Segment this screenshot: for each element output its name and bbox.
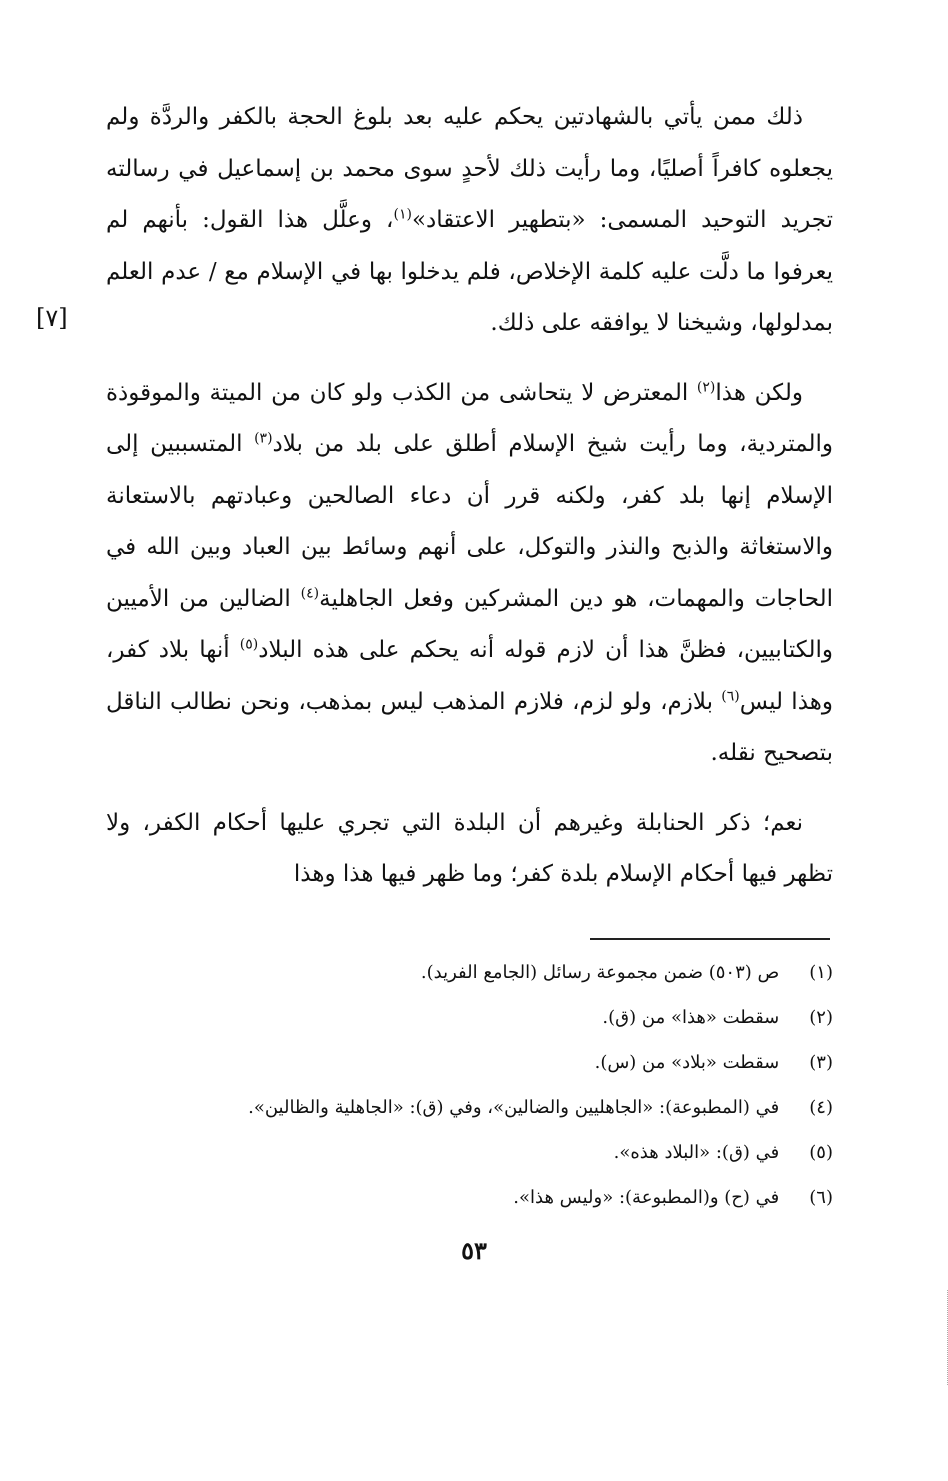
footnote-item [106, 950, 833, 995]
footnote-number: (٢) [809, 1007, 833, 1028]
text-segment: ذلك ممن يأتي بالشهادتين يحكم عليه بعد بلوغ الحجة بالكفر والردَّة ولم يجعلوه كافراً أصليًا، وما رأيت ذلك لأحدٍ سوى محمد بن إسماعيل في رسالته تجريد التوحيد المسمى: «بتطهير الاعتقاد» [106, 104, 834, 233]
footnote-ref: (١) [393, 206, 412, 223]
footnote-item [106, 1040, 833, 1085]
footnote-item [106, 995, 833, 1040]
footnote-ref: (٤) [300, 584, 320, 601]
footnotes-section [106, 950, 833, 1220]
text-segment: الضالين من الأميين والكتابيين، فظنَّ هذا أن لازم قوله أنه يحكم على هذه البلاد [106, 585, 833, 663]
footnote-ref: (٣) [254, 430, 273, 447]
footnote-ref: (٢) [696, 378, 716, 395]
text-segment: ولكن هذا [715, 379, 803, 406]
footnote-number: (٤) [809, 1097, 833, 1118]
paragraph-1 [106, 92, 833, 350]
footnote-separator [590, 938, 830, 940]
footnote-item [106, 1085, 833, 1130]
main-text-body [106, 92, 833, 901]
text-segment: بلازم، ولو لزم، فلازم المذهب ليس بمذهب، ونحن نطالب الناقل بتصحيح نقله. [106, 688, 833, 766]
footnote-ref: (٥) [239, 636, 259, 653]
page-number: ٥٣ [461, 1236, 487, 1265]
text-segment: المتسببين إلى الإسلام إنها بلد كفر، ولكنه قرر أن دعاء الصالحين وعبادتهم بالاستعانة والاستغاثة والذبح والنذر والتوكل، على أنهم وسائط بين العباد وبين الله في الحاجات والمهمات، هو دين المشركين وفعل الجاهلية [106, 431, 833, 612]
footnote-number: (١) [809, 962, 833, 983]
footnote-number: (٦) [809, 1187, 833, 1208]
footnote-ref: (٦) [721, 687, 740, 704]
margin-page-marker: [٧] [36, 304, 68, 332]
footnote-number: (٣) [809, 1052, 833, 1073]
footnote-text: في (ح) و(المطبوعة): «وليس هذا». [513, 1187, 780, 1208]
text-segment: أنها بلاد كفر، وهذا ليس [106, 637, 833, 715]
footnote-text: في (المطبوعة): «الجاهليين والضالين»، وفي (ق): «الجاهلية والظالين». [248, 1097, 780, 1118]
footnote-number: (٥) [809, 1142, 833, 1163]
text-segment: نعم؛ ذكر الحنابلة وغيرهم أن البلدة التي تجري عليها أحكام الكفر، ولا تظهر فيها أحكام الإسلام بلدة كفر؛ وما ظهر فيها هذا وهذا [106, 809, 833, 887]
footnote-text: في (ق): «البلاد هذه». [613, 1142, 780, 1163]
footnote-text: سقطت «بلاد» من (س). [594, 1052, 780, 1073]
text-segment: المعترض لا يتحاشى من الكذب ولو كان من الميتة والموقوذة والمتردية، وما رأيت شيخ الإسلام أطلق على بلد من بلاد [106, 379, 833, 457]
footnote-item [106, 1130, 833, 1175]
footnote-text: ص (٥٠٣) ضمن مجموعة رسائل (الجامع الفريد). [420, 962, 780, 983]
footnote-text: سقطت «هذا» من (ق). [602, 1007, 780, 1028]
text-segment: ، وعلَّل هذا القول: بأنهم لم يعرفوا ما دلَّت عليه كلمة الإخلاص، فلم يدخلوا بها في الإسلام مع / عدم العلم بمدلولها، وشيخنا لا يوافقه على ذلك. [106, 207, 833, 336]
paragraph-3 [106, 798, 833, 901]
paragraph-2 [106, 368, 833, 780]
footnote-item [106, 1175, 833, 1220]
